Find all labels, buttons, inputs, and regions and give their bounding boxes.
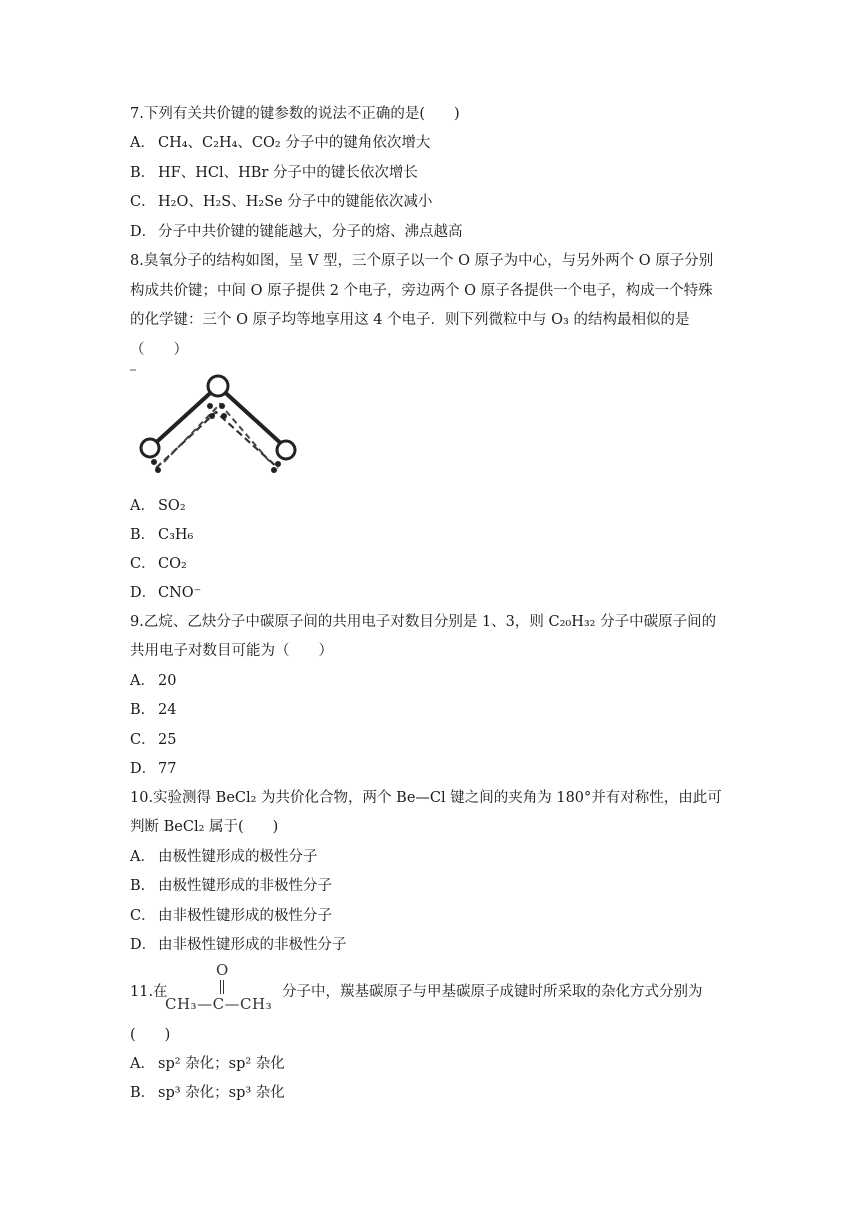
option-label: D． (130, 761, 157, 777)
option-label: B． (130, 527, 156, 543)
q7-option-b (130, 163, 418, 183)
option-label: A． (130, 135, 155, 151)
q11-option-b (130, 1083, 285, 1103)
formula-main: CH₃—C—CH₃ (165, 995, 273, 1013)
double-bond-mark (220, 980, 224, 994)
q8-stem-line-4: （ ） (130, 342, 188, 358)
option-label: A． (130, 849, 155, 865)
option-text: HF、HCl、HBr 分子中的键长依次增长 (158, 165, 418, 181)
option-label: C． (130, 732, 156, 748)
q7-option-d (130, 222, 463, 242)
q10-stem-line-2: 判断 BeCl₂ 属于( ) (130, 819, 279, 835)
option-text: 77 (158, 761, 177, 777)
q11-stem-pre: 11.在 (130, 984, 168, 1000)
option-label: C． (130, 194, 156, 210)
q10-option-d (130, 935, 347, 955)
q11-stem-post: 分子中，羰基碳原子与甲基碳原子成键时所采取的杂化方式分别为 (282, 984, 703, 1000)
option-text: 由极性键形成的极性分子 (158, 849, 318, 865)
q10-option-a (130, 847, 318, 867)
bond-dashed-inner (156, 412, 278, 468)
option-label: B． (130, 165, 156, 181)
option-label: D． (130, 224, 157, 240)
q7-option-a (130, 133, 430, 153)
option-text: sp² 杂化；sp² 杂化 (158, 1056, 285, 1072)
option-text: CNO⁻ (158, 585, 202, 601)
q8-stem-line-2: 构成共价键；中间 O 原子提供 2 个电子，旁边两个 O 原子各提供一个电子，构成一个特殊 (130, 283, 713, 299)
right-oxygen-atom (277, 441, 295, 459)
option-text: sp³ 杂化；sp³ 杂化 (158, 1085, 285, 1101)
option-text: 由非极性键形成的极性分子 (158, 908, 332, 924)
option-text: 由极性键形成的非极性分子 (158, 878, 332, 894)
option-label: A． (130, 673, 155, 689)
option-text: 20 (158, 673, 177, 689)
option-label: D． (130, 585, 157, 601)
q8-stem-line-1: 8.臭氧分子的结构如图，呈 V 型，三个原子以一个 O 原子为中心，与另外两个 O 原子分别 (130, 253, 714, 269)
option-text: C₃H₆ (158, 527, 194, 543)
option-text: 25 (158, 732, 177, 748)
option-label: B． (130, 702, 156, 718)
option-text: 分子中共价键的键能越大，分子的熔、沸点越高 (158, 224, 463, 240)
left-oxygen-atom (141, 439, 159, 457)
q9-option-a (130, 671, 176, 691)
acetone-formula (165, 963, 283, 1019)
option-label: A． (130, 1056, 155, 1072)
q10-stem-line-1: 10.实验测得 BeCl₂ 为共价化合物，两个 Be—Cl 键之间的夹角为 180°并有对称性，由此可 (130, 790, 722, 806)
q11-stem-line-2: ( ) (130, 1027, 171, 1043)
option-label: D． (130, 937, 157, 953)
ozone-structure-diagram (128, 366, 303, 478)
option-label: B． (130, 1085, 156, 1101)
q9-option-d (130, 759, 176, 779)
option-text: 24 (158, 702, 177, 718)
carbonyl-oxygen: O (216, 961, 229, 979)
option-text: CO₂ (158, 556, 187, 572)
center-oxygen-atom (208, 376, 228, 396)
bond-right-solid (218, 386, 286, 448)
q8-option-d (130, 583, 201, 603)
q9-stem-line-2: 共用电子对数目可能为（ ） (130, 643, 333, 659)
option-text: CH₄、C₂H₄、CO₂ 分子中的键角依次增大 (158, 135, 431, 151)
option-label: B． (130, 878, 156, 894)
q7-stem: 7.下列有关共价键的键参数的说法不正确的是( ) (130, 106, 460, 122)
q8-option-b (130, 525, 193, 545)
q8-option-a (130, 496, 186, 516)
q9-option-b (130, 700, 176, 720)
option-label: C． (130, 556, 156, 572)
option-label: C． (130, 908, 156, 924)
q10-option-c (130, 906, 332, 926)
q11-option-a (130, 1054, 285, 1074)
q8-option-c (130, 554, 187, 574)
option-text: 由非极性键形成的非极性分子 (158, 937, 347, 953)
option-text: H₂O、H₂S、H₂Se 分子中的键能依次减小 (158, 194, 433, 210)
q7-option-c (130, 192, 432, 212)
q9-stem-line-1: 9.乙烷、乙炔分子中碳原子间的共用电子对数目分别是 1、3，则 C₂₀H₃₂ 分子中碳原子间的 (130, 614, 717, 630)
q8-stem-line-3: 的化学键：三个 O 原子均等地享用这 4 个电子．则下列微粒中与 O₃ 的结构最相似的是 (130, 312, 690, 328)
option-text: SO₂ (158, 498, 186, 514)
q10-option-b (130, 876, 332, 896)
q9-option-c (130, 730, 176, 750)
option-label: A． (130, 498, 155, 514)
